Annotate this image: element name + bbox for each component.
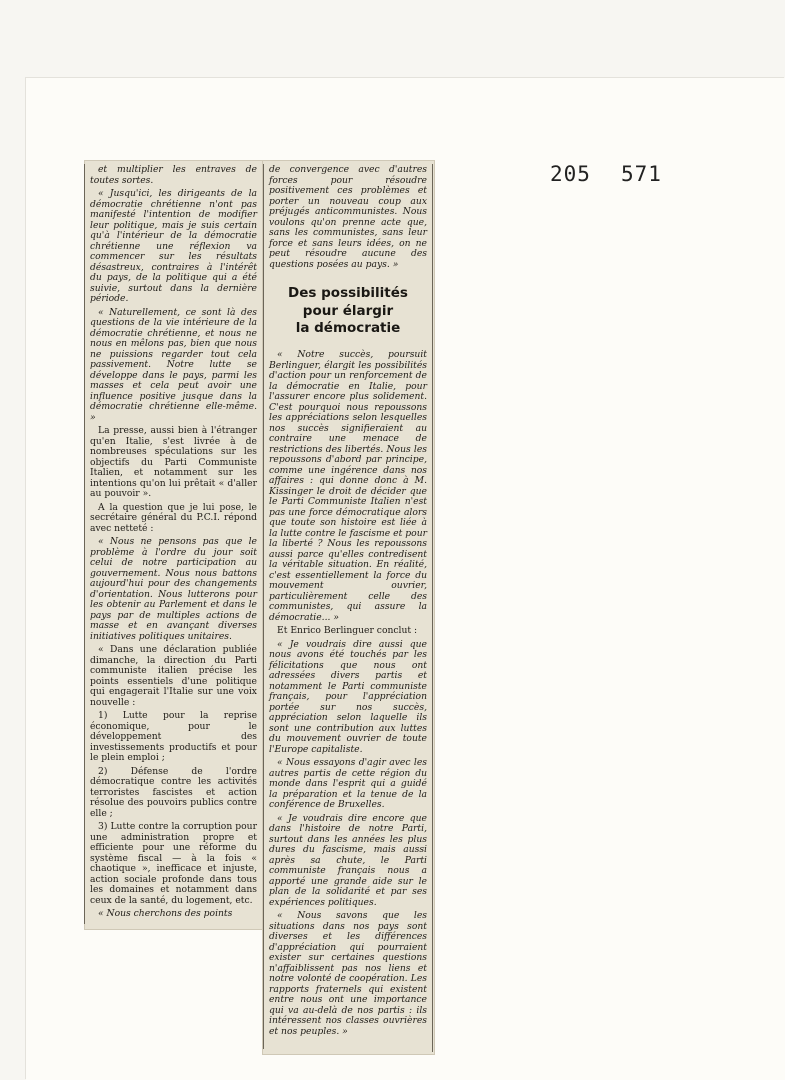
article-paragraph: « Nous essayons d'agir avec les autres partis de cette région du monde dans l'esprit qui a guidé la préparation et la tenue de la conférence de Bruxelles. [269, 757, 427, 810]
archive-number [550, 162, 662, 186]
article-paragraph: « Je voudrais dire encore que dans l'histoire de notre Parti, surtout dans les années les plus dures du fascisme, mais aussi après sa chute, le Parti communiste français nous a apporté une grande aide sur le plan de la solidarité et par ses expériences politiques. [269, 812, 427, 908]
article-paragraph: « Je voudrais dire aussi que nous avons été touchés par les félicitations que nous ont adressées divers partis et notamment le Parti communiste français, pour l'appréciation portée sur nos succès, appréciation selon laquelle ils sont une contribution aux luttes du mouvement ouvrier de toute l'Europe capitaliste. [269, 638, 427, 755]
article-paragraph: « Nous savons que les situations dans nos pays sont diverses et les différences d'appréciation qui pourraient exister sur certaines questions n'affaiblissent pas nos liens et notre volonté de coopération. Les rapports fraternels qui existent entre nous ont une importance qui va au-delà de nos partis : ils intéressent nos classes ouvrières et nos peuples. » [269, 910, 427, 1037]
archive-number-part: 571 [620, 162, 662, 186]
subheading-line: la démocratie [295, 320, 401, 336]
subheading-line: pour élargir [302, 302, 394, 319]
article-paragraph: 3) Lutte contre la corruption pour une administration propre et efficiente pour une réforme du système fiscal — à la fois « chaotique », inefficace et injuste, action sociale profonde dans tous les domaines et notamment dans ceux de la santé, du logement, etc. [90, 821, 257, 906]
article-paragraph: et multiplier les entraves de toutes sortes. [90, 164, 257, 186]
article-column-1 [90, 165, 257, 925]
subheading-line: Des possibilités [288, 285, 408, 301]
article-paragraph: « Notre succès, poursuit Berlinguer, élargit les possibilités d'action pour un renforcement de la démocratie en Italie, pour l'assurer encore plus solidement. C'est pourquoi nous repoussons les appréciations selon lesquelles nos succès signifieraient au contraire une menace de restrictions des libertés. Nous les repoussons d'abord par principe, comme une ingérence dans nos affaires : qui donne donc à M. Kissinger le droit de décider que le Parti Communiste Italien n'est pas une force démocratique alors que toute son histoire est liée à la lutte contre le fascisme et pour la liberté ? Nous les repoussons aussi parce qu'elles contredisent la véritable situation. En réalité, c'est essentiellement la force du mouvement ouvrier, particulièrement celle des communistes, qui assure la démocratie... » [269, 349, 427, 623]
article-paragraph: 1) Lutte pour la reprise économique, pour le développement des investissements productifs et pour le plein emploi ; [90, 710, 257, 763]
article-column-2-bottom [269, 350, 427, 1050]
article-paragraph: Et Enrico Berlinguer conclut : [277, 625, 418, 636]
article-paragraph: A la question que je lui pose, le secrétaire général du P.C.I. répond avec netteté : [90, 501, 257, 534]
article-paragraph: « Naturellement, ce sont là des questions de la vie intérieure de la démocratie chrétienne, et nous ne nous en mêlons pas, bien que nous ne puissions regarder tout cela passivement. Notre lutte se développe dans le pays, parmi les masses et cela peut avoir une influence positive jusque dans la démocratie chrétienne elle-même. » [90, 306, 257, 423]
column-rule [432, 164, 433, 1052]
article-column-2-top [269, 164, 427, 270]
article-paragraph: 2) Défense de l'ordre démocratique contre les activités terroristes fascistes et action résolue des pouvoirs publics contre elle ; [90, 765, 257, 819]
article-paragraph: La presse, aussi bien à l'étranger qu'en Italie, s'est livrée à de nombreuses spéculations sur les objectifs du Parti Communiste Italien, et notamment sur les intentions qu'on lui prêtait « d'aller au pouvoir ». [90, 425, 257, 499]
article-paragraph: « Nous cherchons des points [98, 908, 233, 919]
article-paragraph: « Nous ne pensons pas que le problème à l'ordre du jour soit celui de notre participation au gouvernement. Nous nous battons aujourd'hui pour des changements d'orientation. Nous lutterons pour les obtenir au Parlement et dans le pays par de multiples actions de masse et en avançant diverses initiatives politiques unitaires. [90, 536, 257, 642]
article-paragraph: « Jusqu'ici, les dirigeants de la démocratie chrétienne n'ont pas manifesté l'intention de modifier leur politique, mais je suis certain qu'à l'intérieur de la démocratie chrétienne une réflexion va commencer sur les résultats désastreux, contraires à l'intérêt du pays, de la politique qui a été suivie, surtout dans la dernière période. [90, 188, 257, 304]
article-subheading [270, 285, 426, 338]
column-rule [263, 164, 264, 1049]
archive-number-part: 205 [550, 162, 591, 186]
article-paragraph: « Dans une déclaration publiée dimanche, la direction du Parti communiste italien précise les points essentiels d'une politique qui engagerait l'Italie sur une voix nouvelle : [90, 644, 257, 708]
article-paragraph: de convergence avec d'autres forces pour résoudre positivement ces problèmes et porter un nouveau coup aux préjugés anticommunistes. Nous voulons qu'on prenne acte que, sans les communistes, sans leur force et sans leurs idées, on ne peut résoudre aucune des questions posées au pays. » [269, 164, 427, 270]
column-rule [84, 164, 85, 924]
